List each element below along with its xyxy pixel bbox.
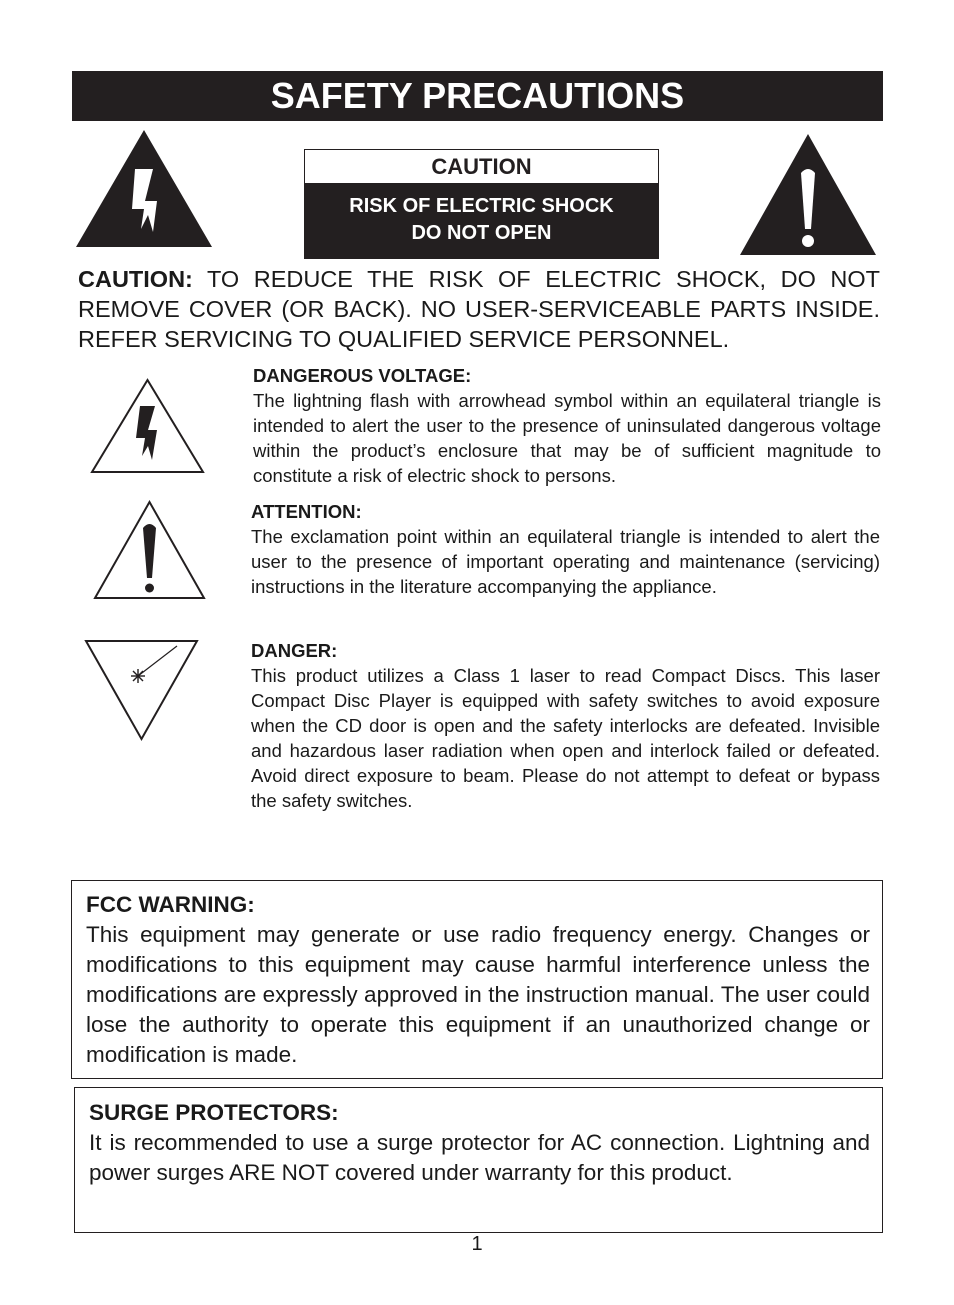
danger-heading: DANGER: <box>251 640 338 661</box>
lightning-triangle-icon <box>90 378 205 474</box>
page-number: 1 <box>471 1233 483 1255</box>
caution-label-body <box>305 183 658 259</box>
exclamation-triangle-icon <box>739 133 877 256</box>
caution-label-header: CAUTION <box>431 154 532 179</box>
attention-text: The exclamation point within an equilateral triangle is intended to alert the user to the presence of important operating and maintenance (servicing) instructions in the literature accompanying the appliance. <box>251 526 880 597</box>
voltage-heading: DANGEROUS VOLTAGE: <box>253 365 472 386</box>
page-title: SAFETY PRECAUTIONS <box>72 71 883 121</box>
voltage-section <box>253 363 881 488</box>
danger-section <box>251 638 880 813</box>
voltage-text: The lightning flash with arrowhead symbol within an equilateral triangle is intended to alert the user to the presence of uninsulated dangerous voltage within the product’s enclosure that may be of sufficient magnitude to constitute a risk of electric shock to persons. <box>253 390 881 486</box>
laser-triangle-icon <box>84 638 199 742</box>
surge-protectors-box <box>74 1087 883 1233</box>
caution-label-line2: DO NOT OPEN <box>411 222 552 244</box>
fcc-content <box>86 890 870 1070</box>
danger-text: This product utilizes a Class 1 laser to read Compact Discs. This laser Compact Disc Player is equipped with safety switches to avoid exposure when the CD door is open and the safety interlocks are defeated. Invisible and hazardous laser radiation when open and interlock failed or defeated. Avoid direct exposure to beam. Please do not attempt to defeat or bypass the safety switches. <box>251 665 880 811</box>
lightning-triangle-icon <box>75 129 213 248</box>
exclamation-triangle-icon <box>93 500 206 600</box>
surge-content <box>89 1098 870 1188</box>
fcc-warning-box <box>71 880 883 1079</box>
attention-heading: ATTENTION: <box>251 501 362 522</box>
fcc-heading: FCC WARNING: <box>86 892 255 917</box>
main-caution-lead: CAUTION: <box>78 266 193 292</box>
main-caution-text <box>78 264 880 354</box>
caution-label-line1: RISK OF ELECTRIC SHOCK <box>349 195 614 217</box>
main-caution-body: TO REDUCE THE RISK OF ELECTRIC SHOCK, DO NOT REMOVE COVER (OR BACK). NO USER-SERVICEABLE PARTS INSIDE. REFER SERVICING TO QUALIFIED SERVICE PERSONNEL. <box>78 266 880 352</box>
surge-heading: SURGE PROTECTORS: <box>89 1100 339 1125</box>
surge-text: It is recommended to use a surge protector for AC connection. Lightning and power surges ARE NOT covered under warranty for this product. <box>89 1130 870 1185</box>
attention-section <box>251 499 880 599</box>
caution-label <box>304 149 659 259</box>
fcc-text: This equipment may generate or use radio frequency energy. Changes or modifications to this equipment may cause harmful interference unless the modifications are expressly approved in the instruction manual. The user could lose the authority to operate this equipment if an unauthorized change or modification is made. <box>86 922 870 1067</box>
